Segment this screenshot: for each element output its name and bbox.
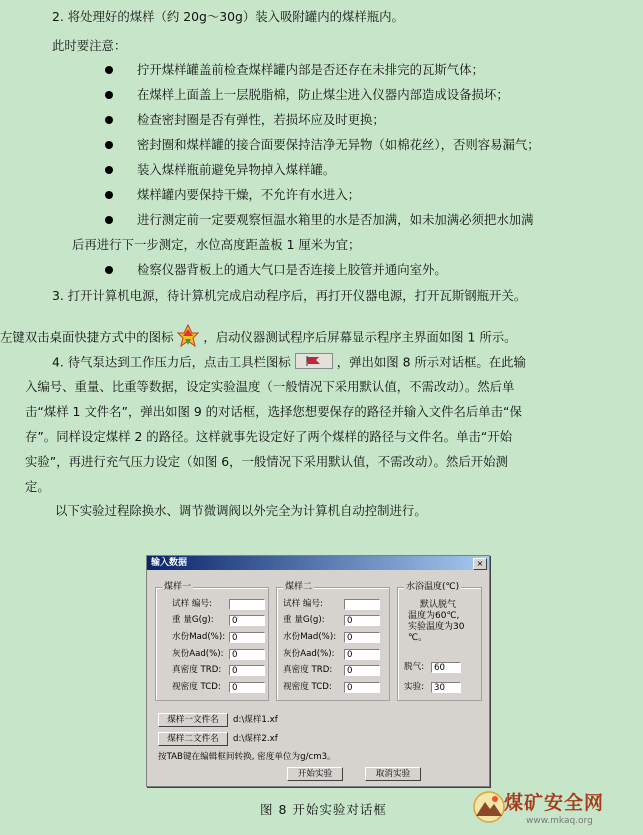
bullet-dot: [105, 91, 113, 99]
bullet-7-continued: 后再进行下一步测定，水位高度距盖板 1 厘米为宜；: [72, 237, 361, 252]
field-label-weight: 重 量G(g):: [283, 615, 325, 625]
auto-control-text: 以下实验过程除换水、调节微调阀以外完全为计算机自动控制进行。: [55, 503, 427, 518]
sample2-ash-input[interactable]: 0: [344, 649, 380, 660]
sample2-group: [276, 582, 390, 701]
sample2-weight-input[interactable]: 0: [344, 615, 380, 626]
field-label-id: 试样 编号:: [172, 599, 213, 609]
dialog-title: 输入数据: [151, 558, 188, 568]
sample1-id-input[interactable]: [229, 599, 265, 610]
bullet-4: 密封圈和煤样罐的接合面要保持洁净无异物（如棉花丝），否则容易漏气；: [137, 137, 540, 152]
toolbar-start-icon: [295, 353, 333, 373]
logo-brand-text: 煤矿安全网: [504, 792, 605, 814]
start-experiment-button[interactable]: 开始实验: [287, 767, 343, 781]
experiment-temp-input[interactable]: 30: [431, 682, 461, 693]
temp-note-4: ℃。: [408, 633, 428, 643]
experiment-label: 实验:: [404, 682, 425, 692]
field-label-tcd: 视密度 TCD:: [283, 682, 332, 692]
field-label-id: 试样 编号:: [283, 599, 324, 609]
sample1-group: [155, 582, 269, 701]
dialog-titlebar: [147, 556, 489, 570]
bullet-dot: [105, 141, 113, 149]
close-icon[interactable]: ×: [473, 558, 487, 570]
sample2-moisture-input[interactable]: 0: [344, 632, 380, 643]
bullet-dot: [105, 266, 113, 274]
field-label-moisture: 水份Mad(%):: [283, 632, 337, 642]
field-label-weight: 重 量G(g):: [172, 615, 214, 625]
sample1-trd-input[interactable]: 0: [229, 665, 265, 676]
sample1-tcd-input[interactable]: 0: [229, 682, 265, 693]
sample2-tcd-input[interactable]: 0: [344, 682, 380, 693]
water-bath-group: [397, 582, 482, 701]
sample1-group-title: 煤样一: [164, 582, 192, 592]
sample1-weight-input[interactable]: 0: [229, 615, 265, 626]
sample2-group-title: 煤样二: [285, 582, 313, 592]
sample1-ash-input[interactable]: 0: [229, 649, 265, 660]
bullet-dot: [105, 66, 113, 74]
bullet-1: 拧开煤样罐盖前检查煤样罐内部是否还存在未排完的瓦斯气体；: [137, 62, 484, 77]
step4-line2: 入编号、重量、比重等数据，设定实验温度（一般情况下采用默认值，不需改动）。然后单: [25, 379, 515, 394]
site-logo: [472, 788, 643, 835]
sample2-id-input[interactable]: [344, 599, 380, 610]
bullet-7: 进行测定前一定要观察恒温水箱里的水是否加满，如未加满必须把水加满: [137, 212, 534, 227]
bullet-3: 检查密封圈是否有弹性，若损坏应及时更换；: [137, 112, 385, 127]
bullet-dot: [105, 116, 113, 124]
figure-caption: 图 8 开始实验对话框: [260, 802, 387, 817]
bullet-8: 检察仪器背板上的通大气口是否连接上胶管并通向室外。: [137, 262, 447, 277]
bullet-dot: [105, 191, 113, 199]
step3-text: 3. 打开计算机电源，待计算机完成启动程序后，再打开仪器电源，打开瓦斯钢瓶开关。: [52, 288, 527, 303]
temp-note-2: 温度为60℃,: [408, 611, 460, 621]
launch-text-b: ，启动仪器测试程序后屏幕显示程序主界面如图 1 所示。: [203, 329, 517, 345]
bullet-5: 装入煤样瓶前避免异物掉入煤样罐。: [137, 162, 336, 177]
field-label-moisture: 水份Mad(%):: [172, 632, 226, 642]
logo-url-text: www.mkaq.org: [526, 816, 593, 826]
degas-temp-input[interactable]: 60: [431, 662, 461, 673]
mountain-logo-icon: [472, 790, 506, 824]
launch-text-a: 左键双击桌面快捷方式中的图标: [0, 329, 174, 345]
step4-line5: 实验”，再进行充气压力设定（如图 6，一般情况下采用默认值，不需改动）。然后开始测: [25, 454, 508, 469]
notice-text: 此时要注意：: [52, 38, 127, 53]
sample1-file-path: d:\煤样1.xf: [233, 715, 278, 725]
water-bath-group-title: 水浴温度(℃): [406, 582, 460, 592]
temp-note-3: 实验温度为30: [408, 622, 465, 632]
step4-line3: 击“煤样 1 文件名”，弹出如图 9 的对话框，选择您想要保存的路径并输入文件名后单击“保: [25, 404, 522, 419]
field-label-ash: 灰份Aad(%):: [172, 649, 224, 659]
temp-note-1: 默认脱气: [420, 600, 457, 610]
tab-hint-text: 按TAB键在编辑框间转换, 密度单位为g/cm3。: [158, 752, 336, 762]
step4-text-a: 4. 待气泵达到工作压力后，点击工具栏图标: [52, 354, 291, 370]
sample2-filename-button[interactable]: 煤样二文件名: [158, 732, 228, 746]
field-label-trd: 真密度 TRD:: [283, 665, 333, 675]
sample1-filename-button[interactable]: 煤样一文件名: [158, 713, 228, 727]
step4-line6: 定。: [25, 479, 50, 494]
bullet-2: 在煤样上面盖上一层脱脂棉，防止煤尘进入仪器内部造成设备损坏；: [137, 87, 509, 102]
field-label-trd: 真密度 TRD:: [172, 665, 222, 675]
bullet-6: 煤样罐内要保持干燥，不允许有水进入；: [137, 187, 361, 202]
input-data-dialog: [146, 555, 490, 787]
step4-line4: 存”。同样设定煤样 2 的路径。这样就事先设定好了两个煤样的路径与文件名。单击“开始: [25, 429, 513, 444]
cancel-experiment-button[interactable]: 取消实验: [365, 767, 421, 781]
sample2-file-path: d:\煤样2.xf: [233, 734, 278, 744]
sample2-trd-input[interactable]: 0: [344, 665, 380, 676]
step2-text: 2. 将处理好的煤样（约 20g～30g）装入吸附罐内的煤样瓶内。: [52, 9, 404, 24]
bullet-dot: [105, 166, 113, 174]
step4-line1: [52, 353, 526, 373]
launch-line: [0, 324, 517, 352]
sample1-moisture-input[interactable]: 0: [229, 632, 265, 643]
field-label-ash: 灰份Aad(%):: [283, 649, 335, 659]
step4-text-b: ，弹出如图 8 所示对话框。在此输: [336, 354, 526, 370]
degas-label: 脱气:: [404, 662, 425, 672]
bullet-dot: [105, 216, 113, 224]
program-shortcut-icon: [177, 324, 199, 352]
field-label-tcd: 视密度 TCD:: [172, 682, 221, 692]
